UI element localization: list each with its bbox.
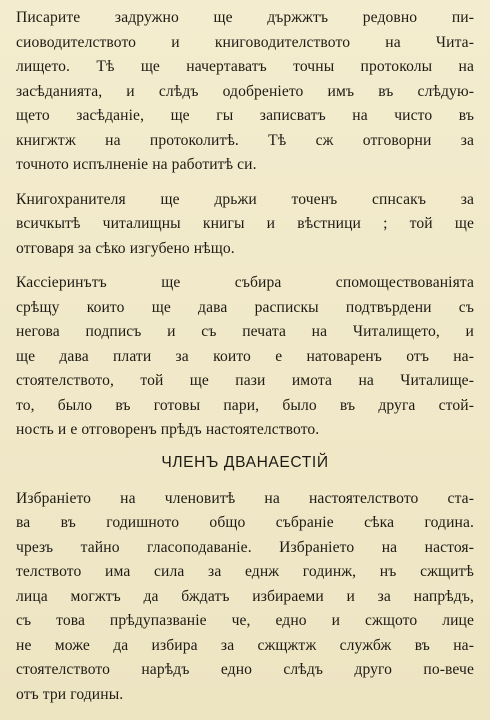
- text-line: стоятелството нарѣдъ едно слѣдъ друго по-вече: [16, 661, 474, 678]
- paragraph-gap: [16, 178, 474, 188]
- text-line: ва въ годишното общо събраніе сѣка година.: [16, 514, 474, 531]
- text-line: ще дава плати за които е натоваренъ отъ на-: [16, 347, 474, 365]
- paragraph-cashier: [16, 271, 474, 443]
- paragraph-librarian: [16, 188, 474, 262]
- text-line: Кассіеринътъ ще събира спомоществованіята: [16, 274, 474, 291]
- text-line: лица могжтъ да бждатъ избираеми и за напрѣдъ,: [16, 587, 474, 605]
- text-line: Книгохранителя ще дрьжи точенъ спнсакъ за: [16, 190, 474, 208]
- text-line: сиоводителството и книговодителството на Чита-: [16, 33, 474, 51]
- text-line: лището. Тѣ ще начертаватъ точны протоколы на: [16, 58, 474, 75]
- text-line: то, было въ готовы пари, было въ друга стой-: [16, 396, 474, 414]
- text-line: срѣщу които ще дава распискы подтвърдени съ: [16, 298, 474, 316]
- text-line: не може да избира за сжщжтж службж въ на-: [16, 636, 474, 654]
- text-line: точното испълненіе на работитѣ си.: [16, 156, 257, 173]
- text-line: щето засѣданіе, ще гы записватъ на чисто въ: [16, 107, 474, 124]
- paragraph-gap: [16, 261, 474, 271]
- text-line: Избраніето на членовитѣ на настоятелството ста-: [16, 489, 474, 507]
- text-line: всичкытѣ читалищны книгы и вѣстници ; той ще: [16, 215, 474, 232]
- text-line: ность и е отговоренъ прѣдъ настоятелството.: [16, 421, 320, 438]
- text-line: негова подписъ и съ печата на Читалището, и: [16, 323, 474, 340]
- text-line: стоятелството, той ще пази имота на Читалище-: [16, 372, 474, 389]
- text-line: книгжтж на протоколитѣ. Тѣ сж отговорни за: [16, 131, 474, 149]
- text-line: отъ три годины.: [16, 685, 124, 703]
- text-line: отговаря за сѣко изгубено нѣщо.: [16, 239, 235, 257]
- text-line: чрезъ тайно гласоподаваніе. Избраніето на настоя-: [16, 538, 474, 556]
- text-line: телството има сила за еднж годинж, нъ сжщитѣ: [16, 563, 474, 580]
- text-line: съ това прѣдупазваніе че, едно и сжщото лице: [16, 612, 474, 629]
- section-heading: ЧЛЕНЪ ДВАНАЕСТІЙ: [161, 453, 329, 471]
- text-line: Писарите задружно ще държжтъ редовно пи-: [16, 9, 474, 26]
- text-line: засѣданията, и слѣдъ одобреніето имъ въ слѣдую-: [16, 82, 474, 100]
- paragraph-elections: [16, 487, 474, 708]
- paragraph-secretaries: [16, 6, 474, 178]
